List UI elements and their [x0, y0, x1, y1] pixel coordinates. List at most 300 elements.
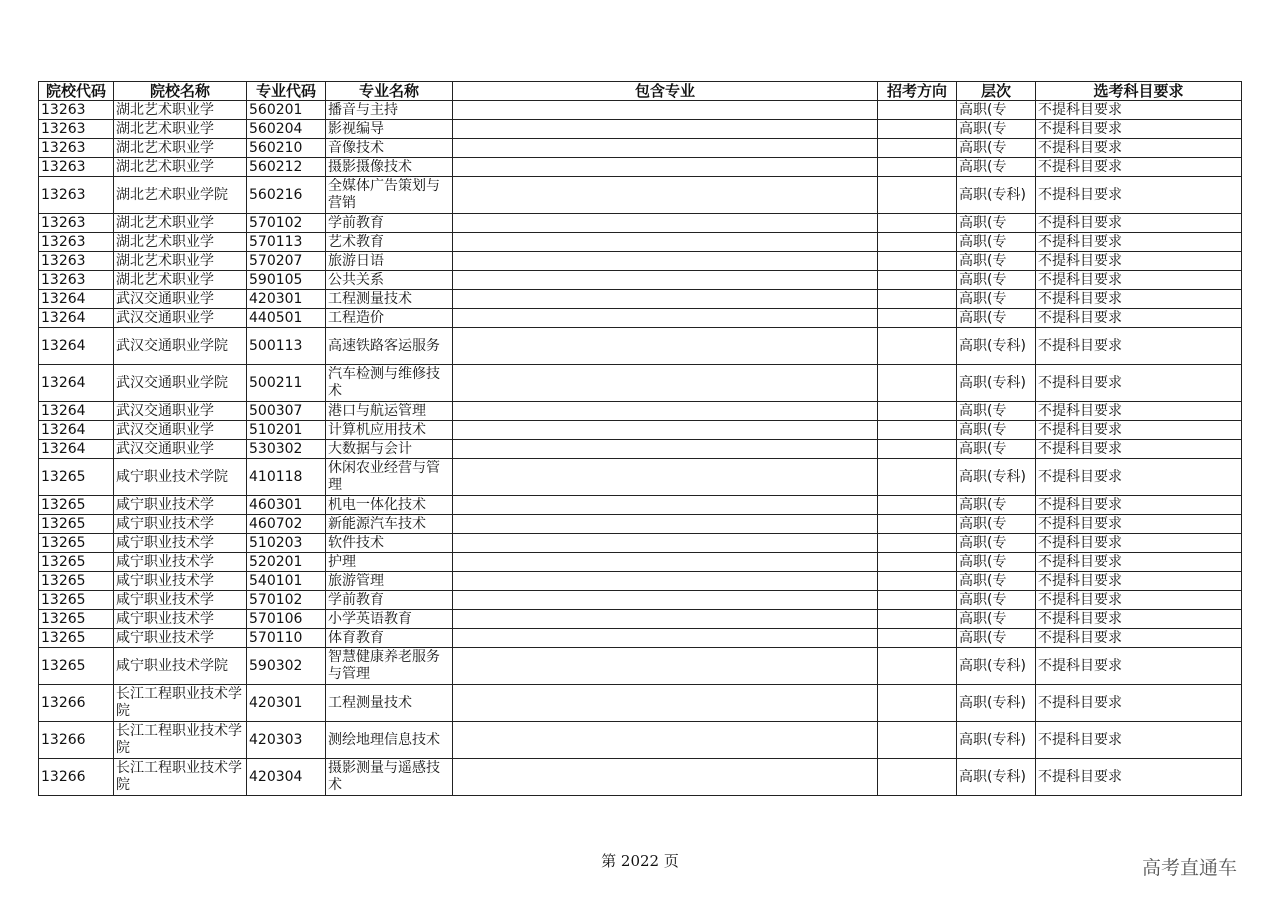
cell-school-code-text: 13263 [41, 271, 86, 288]
cell-major-name-text: 休闲农业经营与管理 [328, 460, 440, 493]
cell-includes [453, 610, 878, 629]
cell-level [957, 158, 1036, 177]
table-row [39, 759, 1242, 796]
cell-includes [453, 233, 878, 252]
cell-major-name [326, 290, 453, 309]
cell-level-text: 高职(专科) [959, 657, 1026, 674]
cell-school-name-text: 武汉交通职业学 [116, 309, 214, 326]
cell-includes [453, 120, 878, 139]
cell-school-name-text: 武汉交通职业学 [116, 290, 214, 307]
table-row [39, 233, 1242, 252]
cell-level-text: 高职(专 [959, 290, 1007, 307]
cell-requirement-text: 不提科目要求 [1038, 553, 1122, 570]
cell-major-name-text: 高速铁路客运服务 [328, 337, 440, 354]
cell-major-code [247, 328, 326, 365]
cell-school-name [114, 440, 247, 459]
cell-level [957, 515, 1036, 534]
cell-requirement [1036, 365, 1242, 402]
table-row [39, 421, 1242, 440]
cell-school-code [39, 214, 114, 233]
table-row [39, 440, 1242, 459]
cell-major-code [247, 534, 326, 553]
cell-major-code-text: 570106 [249, 610, 303, 627]
cell-includes [453, 685, 878, 722]
cell-school-code [39, 139, 114, 158]
cell-major-name [326, 534, 453, 553]
col-header-major-code: 专业代码 [247, 82, 326, 101]
cell-major-code-text: 510201 [249, 421, 303, 438]
cell-major-code [247, 158, 326, 177]
cell-major-code [247, 610, 326, 629]
cell-major-name [326, 402, 453, 421]
table-row [39, 553, 1242, 572]
cell-school-code-text: 13266 [41, 731, 86, 748]
table-row [39, 252, 1242, 271]
cell-major-name [326, 572, 453, 591]
cell-level [957, 759, 1036, 796]
cell-school-code [39, 722, 114, 759]
cell-school-code [39, 421, 114, 440]
cell-requirement-text: 不提科目要求 [1038, 421, 1122, 438]
cell-school-name-text: 咸宁职业技术学 [116, 496, 214, 513]
cell-requirement [1036, 685, 1242, 722]
cell-level-text: 高职(专科) [959, 337, 1026, 354]
cell-level [957, 610, 1036, 629]
cell-school-code-text: 13266 [41, 768, 86, 785]
cell-school-name-text: 咸宁职业技术学 [116, 629, 214, 646]
cell-school-name [114, 101, 247, 120]
cell-level [957, 459, 1036, 496]
cell-school-name [114, 572, 247, 591]
cell-major-code [247, 233, 326, 252]
cell-requirement-text: 不提科目要求 [1038, 120, 1122, 137]
cell-school-code-text: 13263 [41, 139, 86, 156]
cell-requirement-text: 不提科目要求 [1038, 101, 1122, 118]
cell-includes [453, 101, 878, 120]
cell-major-code [247, 290, 326, 309]
cell-level [957, 534, 1036, 553]
cell-direction [878, 101, 957, 120]
cell-school-name [114, 759, 247, 796]
cell-major-code [247, 759, 326, 796]
cell-includes [453, 459, 878, 496]
cell-level-text: 高职(专科) [959, 694, 1026, 711]
cell-level-text: 高职(专 [959, 120, 1007, 137]
cell-level [957, 553, 1036, 572]
table-row [39, 515, 1242, 534]
cell-major-code [247, 271, 326, 290]
cell-school-name [114, 214, 247, 233]
cell-school-name [114, 610, 247, 629]
cell-requirement [1036, 515, 1242, 534]
cell-requirement [1036, 722, 1242, 759]
cell-includes [453, 572, 878, 591]
cell-direction [878, 629, 957, 648]
cell-requirement [1036, 328, 1242, 365]
cell-requirement [1036, 648, 1242, 685]
cell-school-code-text: 13264 [41, 290, 86, 307]
cell-school-name [114, 459, 247, 496]
cell-major-code [247, 252, 326, 271]
cell-direction [878, 534, 957, 553]
cell-requirement-text: 不提科目要求 [1038, 768, 1122, 785]
cell-major-name-text: 音像技术 [328, 139, 384, 156]
cell-school-code [39, 459, 114, 496]
cell-major-code [247, 214, 326, 233]
cell-school-code-text: 13264 [41, 440, 86, 457]
cell-major-code [247, 459, 326, 496]
cell-major-name-text: 小学英语教育 [328, 610, 412, 627]
cell-requirement-text: 不提科目要求 [1038, 186, 1122, 203]
cell-includes [453, 365, 878, 402]
cell-school-name-text: 咸宁职业技术学 [116, 610, 214, 627]
cell-school-code [39, 440, 114, 459]
table-row [39, 610, 1242, 629]
cell-major-code-text: 590302 [249, 657, 303, 674]
cell-major-code-text: 420301 [249, 694, 303, 711]
cell-school-code-text: 13265 [41, 468, 86, 485]
cell-level-text: 高职(专 [959, 572, 1007, 589]
cell-major-code [247, 648, 326, 685]
cell-requirement-text: 不提科目要求 [1038, 629, 1122, 646]
cell-major-name-text: 测绘地理信息技术 [328, 731, 440, 748]
cell-requirement-text: 不提科目要求 [1038, 468, 1122, 485]
cell-school-name-text: 咸宁职业技术学 [116, 534, 214, 551]
cell-major-name [326, 158, 453, 177]
cell-school-code [39, 120, 114, 139]
cell-major-name [326, 233, 453, 252]
cell-school-code-text: 13263 [41, 186, 86, 203]
cell-level-text: 高职(专 [959, 553, 1007, 570]
cell-school-name [114, 496, 247, 515]
cell-level-text: 高职(专 [959, 139, 1007, 156]
table-row [39, 629, 1242, 648]
cell-requirement [1036, 459, 1242, 496]
cell-school-code [39, 309, 114, 328]
cell-major-name [326, 515, 453, 534]
cell-major-name-text: 公共关系 [328, 271, 384, 288]
cell-major-name [326, 101, 453, 120]
cell-level-text: 高职(专 [959, 591, 1007, 608]
cell-direction [878, 365, 957, 402]
cell-requirement-text: 不提科目要求 [1038, 657, 1122, 674]
cell-school-name-text: 咸宁职业技术学 [116, 572, 214, 589]
cell-level-text: 高职(专 [959, 515, 1007, 532]
cell-school-code-text: 13264 [41, 421, 86, 438]
cell-includes [453, 759, 878, 796]
cell-requirement-text: 不提科目要求 [1038, 515, 1122, 532]
cell-direction [878, 421, 957, 440]
cell-level [957, 629, 1036, 648]
cell-major-code [247, 309, 326, 328]
cell-major-code-text: 520201 [249, 553, 303, 570]
cell-direction [878, 309, 957, 328]
cell-school-name [114, 685, 247, 722]
cell-includes [453, 402, 878, 421]
cell-direction [878, 214, 957, 233]
cell-level [957, 309, 1036, 328]
cell-level [957, 120, 1036, 139]
cell-school-code [39, 177, 114, 214]
cell-major-name [326, 629, 453, 648]
cell-school-code-text: 13265 [41, 629, 86, 646]
cell-requirement [1036, 629, 1242, 648]
cell-major-code [247, 120, 326, 139]
cell-school-name-text: 武汉交通职业学院 [116, 374, 228, 391]
cell-school-name-text: 武汉交通职业学 [116, 421, 214, 438]
cell-level-text: 高职(专 [959, 309, 1007, 326]
cell-level [957, 496, 1036, 515]
cell-level-text: 高职(专 [959, 610, 1007, 627]
cell-school-name-text: 武汉交通职业学 [116, 402, 214, 419]
cell-school-name [114, 158, 247, 177]
cell-school-code-text: 13265 [41, 515, 86, 532]
cell-major-code-text: 570110 [249, 629, 303, 646]
table-row [39, 685, 1242, 722]
cell-requirement [1036, 233, 1242, 252]
cell-major-name-text: 摄影测量与遥感技术 [328, 760, 440, 793]
watermark: 高考直通车 [1142, 857, 1238, 879]
cell-major-name-text: 大数据与会计 [328, 440, 412, 457]
table-row [39, 402, 1242, 421]
cell-major-name-text: 软件技术 [328, 534, 384, 551]
cell-school-name [114, 648, 247, 685]
cell-includes [453, 591, 878, 610]
cell-requirement-text: 不提科目要求 [1038, 591, 1122, 608]
cell-requirement-text: 不提科目要求 [1038, 440, 1122, 457]
cell-direction [878, 553, 957, 572]
cell-school-code-text: 13265 [41, 657, 86, 674]
cell-level-text: 高职(专 [959, 214, 1007, 231]
cell-school-name-text: 咸宁职业技术学 [116, 515, 214, 532]
table-row [39, 290, 1242, 309]
cell-direction [878, 271, 957, 290]
cell-major-name [326, 120, 453, 139]
cell-direction [878, 252, 957, 271]
cell-school-code [39, 328, 114, 365]
cell-school-code [39, 402, 114, 421]
cell-requirement [1036, 139, 1242, 158]
cell-school-code-text: 13265 [41, 496, 86, 513]
cell-requirement [1036, 177, 1242, 214]
cell-requirement-text: 不提科目要求 [1038, 374, 1122, 391]
cell-includes [453, 440, 878, 459]
cell-major-name [326, 328, 453, 365]
cell-direction [878, 290, 957, 309]
cell-school-code [39, 759, 114, 796]
cell-major-name-text: 汽车检测与维修技术 [328, 366, 440, 399]
cell-major-name [326, 459, 453, 496]
table-row [39, 177, 1242, 214]
cell-requirement [1036, 610, 1242, 629]
cell-requirement [1036, 309, 1242, 328]
cell-major-name-text: 计算机应用技术 [328, 421, 426, 438]
cell-direction [878, 402, 957, 421]
cell-level [957, 252, 1036, 271]
cell-requirement-text: 不提科目要求 [1038, 496, 1122, 513]
cell-direction [878, 177, 957, 214]
cell-includes [453, 328, 878, 365]
cell-major-name [326, 759, 453, 796]
cell-requirement-text: 不提科目要求 [1038, 337, 1122, 354]
cell-requirement-text: 不提科目要求 [1038, 214, 1122, 231]
cell-direction [878, 648, 957, 685]
cell-school-code-text: 13263 [41, 101, 86, 118]
cell-school-name-text: 咸宁职业技术学院 [116, 657, 228, 674]
cell-school-code-text: 13263 [41, 120, 86, 137]
cell-major-code [247, 365, 326, 402]
cell-major-name-text: 工程测量技术 [328, 694, 412, 711]
cell-school-name [114, 591, 247, 610]
table-row [39, 365, 1242, 402]
cell-school-name [114, 328, 247, 365]
cell-major-name [326, 496, 453, 515]
cell-major-code-text: 420303 [249, 731, 303, 748]
cell-school-name-text: 湖北艺术职业学 [116, 120, 214, 137]
cell-major-name-text: 艺术教育 [328, 233, 384, 250]
cell-school-code [39, 648, 114, 685]
cell-requirement-text: 不提科目要求 [1038, 731, 1122, 748]
cell-includes [453, 496, 878, 515]
cell-major-name-text: 旅游日语 [328, 252, 384, 269]
cell-requirement [1036, 120, 1242, 139]
cell-school-name-text: 长江工程职业技术学院 [116, 760, 242, 793]
cell-requirement [1036, 271, 1242, 290]
cell-major-code-text: 570102 [249, 591, 303, 608]
cell-school-name-text: 湖北艺术职业学 [116, 233, 214, 250]
col-header-school-code: 院校代码 [39, 82, 114, 101]
cell-school-code-text: 13263 [41, 252, 86, 269]
cell-major-name [326, 685, 453, 722]
cell-level [957, 440, 1036, 459]
cell-level-text: 高职(专 [959, 629, 1007, 646]
cell-school-name [114, 421, 247, 440]
cell-school-code-text: 13264 [41, 374, 86, 391]
cell-school-name-text: 湖北艺术职业学院 [116, 186, 228, 203]
cell-major-code-text: 460301 [249, 496, 303, 513]
cell-school-name-text: 湖北艺术职业学 [116, 139, 214, 156]
cell-level [957, 572, 1036, 591]
cell-includes [453, 515, 878, 534]
cell-direction [878, 591, 957, 610]
cell-school-code [39, 591, 114, 610]
cell-includes [453, 629, 878, 648]
cell-major-code [247, 177, 326, 214]
cell-school-code-text: 13265 [41, 610, 86, 627]
cell-school-name-text: 武汉交通职业学 [116, 440, 214, 457]
cell-school-name [114, 252, 247, 271]
cell-school-code-text: 13265 [41, 534, 86, 551]
cell-requirement [1036, 421, 1242, 440]
cell-includes [453, 309, 878, 328]
cell-major-code-text: 560216 [249, 186, 303, 203]
cell-level-text: 高职(专科) [959, 731, 1026, 748]
cell-level-text: 高职(专 [959, 534, 1007, 551]
cell-school-code [39, 158, 114, 177]
cell-requirement [1036, 496, 1242, 515]
cell-school-code-text: 13265 [41, 553, 86, 570]
cell-major-name-text: 旅游管理 [328, 572, 384, 589]
table-row [39, 139, 1242, 158]
cell-school-name-text: 长江工程职业技术学院 [116, 686, 242, 719]
cell-major-name-text: 影视编导 [328, 120, 384, 137]
cell-major-name-text: 工程测量技术 [328, 290, 412, 307]
table-row [39, 496, 1242, 515]
cell-major-code-text: 500113 [249, 337, 303, 354]
cell-level-text: 高职(专 [959, 158, 1007, 175]
cell-requirement [1036, 591, 1242, 610]
cell-direction [878, 610, 957, 629]
cell-includes [453, 553, 878, 572]
cell-school-code-text: 13263 [41, 233, 86, 250]
cell-major-code [247, 685, 326, 722]
cell-school-code-text: 13263 [41, 214, 86, 231]
cell-major-name-text: 体育教育 [328, 629, 384, 646]
cell-school-code [39, 252, 114, 271]
cell-school-name [114, 271, 247, 290]
table-row [39, 459, 1242, 496]
cell-level-text: 高职(专 [959, 421, 1007, 438]
cell-requirement-text: 不提科目要求 [1038, 233, 1122, 250]
cell-requirement-text: 不提科目要求 [1038, 309, 1122, 326]
table-row [39, 101, 1242, 120]
col-header-school-name: 院校名称 [114, 82, 247, 101]
cell-major-code-text: 560210 [249, 139, 303, 156]
cell-includes [453, 290, 878, 309]
cell-school-name [114, 309, 247, 328]
cell-major-code-text: 410118 [249, 468, 303, 485]
cell-school-name-text: 湖北艺术职业学 [116, 158, 214, 175]
cell-includes [453, 722, 878, 759]
cell-level [957, 402, 1036, 421]
cell-includes [453, 158, 878, 177]
cell-major-code-text: 500307 [249, 402, 303, 419]
table-row [39, 722, 1242, 759]
cell-level-text: 高职(专 [959, 496, 1007, 513]
cell-direction [878, 158, 957, 177]
table-row [39, 591, 1242, 610]
cell-major-name [326, 722, 453, 759]
cell-school-code [39, 553, 114, 572]
cell-major-name-text: 护理 [328, 553, 356, 570]
cell-major-name-text: 摄影摄像技术 [328, 158, 412, 175]
cell-requirement-text: 不提科目要求 [1038, 610, 1122, 627]
cell-school-name-text: 湖北艺术职业学 [116, 101, 214, 118]
cell-major-code [247, 572, 326, 591]
cell-requirement-text: 不提科目要求 [1038, 534, 1122, 551]
cell-level [957, 328, 1036, 365]
table-row [39, 120, 1242, 139]
cell-school-name-text: 湖北艺术职业学 [116, 214, 214, 231]
cell-level [957, 214, 1036, 233]
cell-major-code [247, 496, 326, 515]
cell-major-name [326, 365, 453, 402]
cell-requirement [1036, 402, 1242, 421]
cell-level [957, 271, 1036, 290]
table-row [39, 309, 1242, 328]
cell-includes [453, 252, 878, 271]
cell-school-code [39, 515, 114, 534]
table-row [39, 328, 1242, 365]
cell-major-name-text: 机电一体化技术 [328, 496, 426, 513]
cell-major-name-text: 学前教育 [328, 214, 384, 231]
cell-direction [878, 120, 957, 139]
cell-school-name [114, 402, 247, 421]
header-row [39, 82, 1242, 101]
cell-school-code [39, 365, 114, 402]
col-header-direction: 招考方向 [878, 82, 957, 101]
cell-major-code [247, 440, 326, 459]
